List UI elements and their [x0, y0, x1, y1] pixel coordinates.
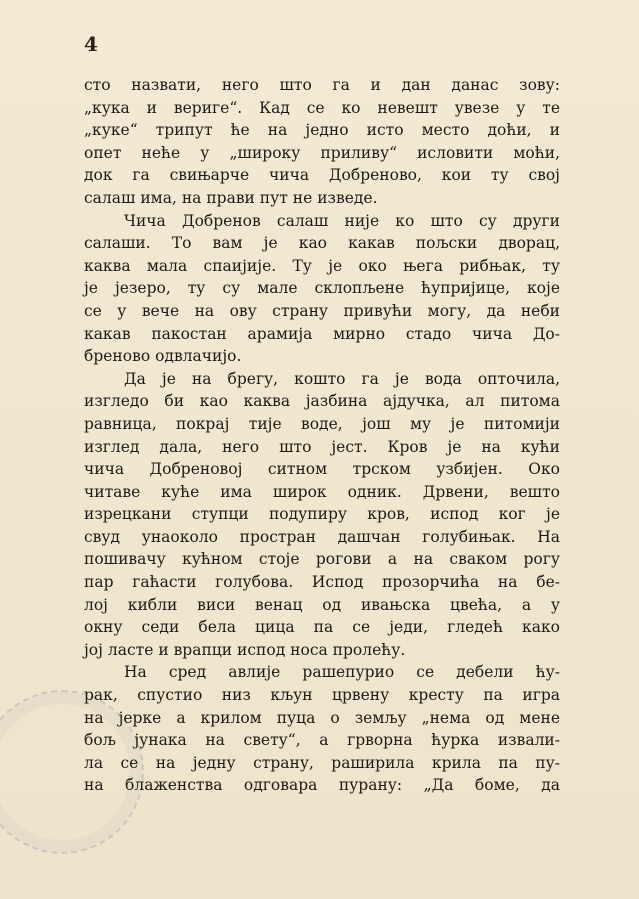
- text-line: пошивачу кућном стоје рогови а на сваком рогу: [84, 550, 560, 569]
- text-line: пар гаћасти голубова. Испод прозорчића на бе-: [84, 573, 560, 592]
- text-line: изрецкани ступци подупиру кров, испод ког је: [84, 505, 560, 524]
- text-line: окну седи бела цица па се једи, гледећ како: [84, 618, 560, 637]
- text-line: Чича Добренов салаш није ко што су други: [124, 211, 560, 230]
- text-line: сто назвати, него што га и дан данас зову:: [84, 76, 560, 94]
- text-line: на јерке а крилом пуца о земљу „нема од мене: [84, 708, 560, 727]
- text-line: свуд унаоколо простран дашчан голубињак. На: [84, 527, 560, 546]
- text-line: бољ јунака на свету“, а грворна ћурка извали-: [84, 731, 560, 750]
- text-line: рак, спустио низ кљун црвену кресту па игра: [84, 686, 560, 705]
- text-line: ла се на једну страну, раширила крила па пу-: [84, 753, 560, 772]
- text-line: „кука и вериге“. Кад се ко невешт увезе у те: [84, 98, 560, 117]
- page-number: 4: [84, 32, 98, 56]
- text-line: равница, покрај тије воде, још му је питомији: [84, 414, 560, 433]
- text-line: опет неће у „широку приливу“ исловити моћи,: [84, 143, 560, 162]
- text-line: на блаженства одговара пурану: „Да боме, да: [84, 776, 560, 795]
- text-line: На сред авлије рашепурио се дебели ћу-: [124, 663, 560, 682]
- text-line: „куке“ трипут ће на једно исто место доћи, и: [84, 121, 560, 140]
- text-line: изглед дала, него што јест. Кров је на кући: [84, 437, 560, 456]
- body-text: [84, 74, 560, 797]
- text-line: чича Добреновој ситном трском узбијен. Око: [84, 460, 560, 479]
- text-line: изгледо би као каква јазбина ајдучка, ал питома: [84, 392, 560, 411]
- text-line: јој ласте и врапци испод носа пролећу.: [84, 640, 406, 659]
- text-line: какав пакостан арамија мирно стадо чича До-: [84, 324, 560, 343]
- text-line: је језеро, ту су мале склопљене ћупријице, које: [84, 279, 560, 298]
- text-line: каква мала спаијије. Ту је око њега рибњак, ту: [84, 256, 560, 275]
- text-line: Да је на брегу, кошто га је вода опточила,: [124, 369, 560, 388]
- text-line: док га свињарче чича Добреново, кои ту свој: [84, 166, 560, 185]
- text-line: се у вече на ову страну привући могу, да неби: [84, 301, 560, 320]
- text-line: читаве куће има широк одник. Дрвени, вешто: [84, 482, 560, 501]
- text-line: лој кибли виси венац од ивањска цвећа, а у: [84, 595, 560, 614]
- text-line: бреново одвлачијо.: [84, 347, 242, 366]
- text-line: салаши. То вам је као какав пољски дворац,: [84, 234, 560, 253]
- text-line: салаш има, на прави пут не изведе.: [84, 188, 378, 207]
